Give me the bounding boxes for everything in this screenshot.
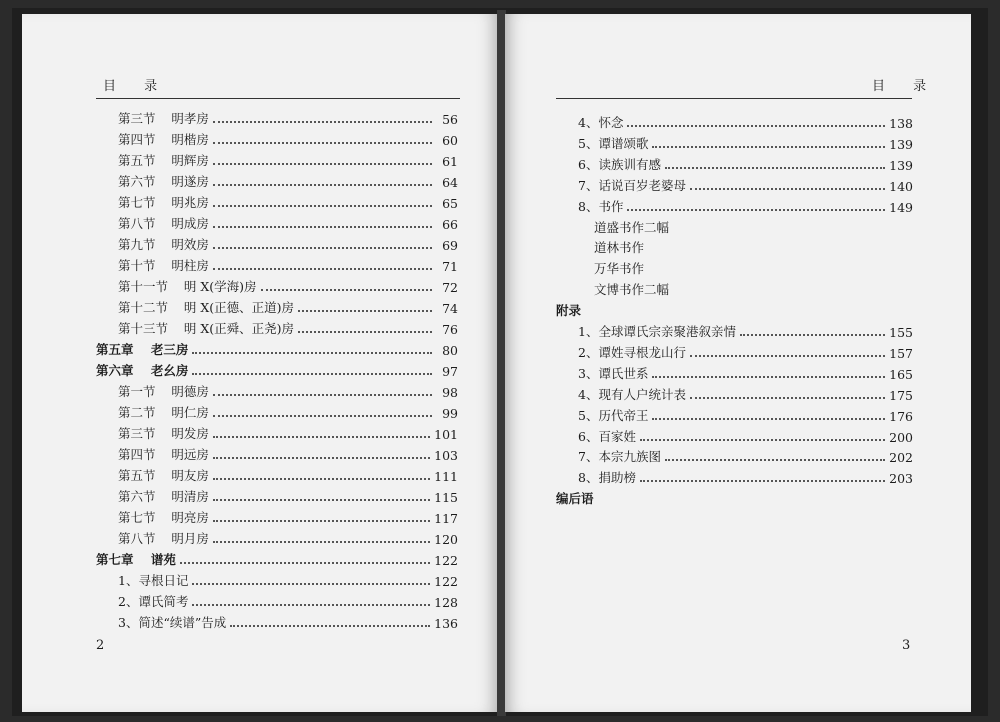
toc-entry bbox=[118, 443, 458, 463]
toc-page-number: 60 bbox=[442, 133, 458, 148]
toc-page-number: 128 bbox=[434, 595, 458, 610]
toc-entry bbox=[578, 445, 913, 465]
toc-page-number: 176 bbox=[889, 408, 913, 424]
toc-page-number: 200 bbox=[889, 429, 913, 445]
toc-entry bbox=[118, 527, 458, 547]
toc-entry-title: 4、怀念 bbox=[578, 115, 624, 130]
toc-entry-title: 3、简述“续谱”告成 bbox=[118, 615, 227, 630]
toc-leader-dots bbox=[213, 394, 432, 396]
toc-page-number: 69 bbox=[442, 238, 458, 253]
toc-leader-dots bbox=[740, 334, 885, 336]
toc-leader-dots bbox=[652, 376, 885, 378]
toc-entry-title: 第七节 明兆房 bbox=[118, 195, 209, 210]
toc-entry-title: 第三节 明孝房 bbox=[118, 111, 209, 126]
toc-leader-dots bbox=[690, 397, 885, 399]
toc-page-number: 74 bbox=[442, 301, 458, 316]
toc-leader-dots bbox=[213, 478, 430, 480]
toc-leader-dots bbox=[640, 480, 885, 482]
toc-leader-dots bbox=[690, 188, 885, 190]
toc-leader-dots bbox=[213, 142, 432, 144]
toc-leader-dots bbox=[213, 541, 430, 543]
toc-leader-dots bbox=[213, 163, 432, 165]
toc-page-number: 139 bbox=[889, 136, 913, 152]
toc-leader-dots bbox=[192, 373, 432, 375]
toc-page-number: 157 bbox=[889, 345, 913, 361]
toc-leader-dots bbox=[213, 415, 432, 417]
toc-leader-dots bbox=[665, 167, 885, 169]
toc-page-number: 76 bbox=[442, 322, 458, 337]
toc-entry-title: 道盛书作二幅 bbox=[594, 219, 670, 235]
toc-entry-title: 5、历代帝王 bbox=[578, 407, 649, 423]
toc-page-number: 203 bbox=[889, 471, 913, 487]
toc-entry-title: 第二节 明仁房 bbox=[118, 405, 209, 420]
toc-entry bbox=[118, 422, 458, 442]
toc-entry bbox=[578, 425, 913, 445]
right-header-rule bbox=[556, 98, 912, 99]
toc-page-number: 165 bbox=[889, 366, 913, 382]
toc-leader-dots bbox=[192, 352, 432, 354]
toc-leader-dots bbox=[213, 520, 430, 522]
toc-page-number: 115 bbox=[434, 490, 458, 505]
toc-leader-dots bbox=[192, 604, 430, 606]
toc-entry-title: 3、谭氏世系 bbox=[578, 365, 649, 381]
toc-entry bbox=[118, 380, 458, 400]
toc-entry-title: 第六节 明清房 bbox=[118, 489, 209, 504]
toc-entry-title: 6、百家姓 bbox=[578, 428, 636, 444]
left-page-number: 2 bbox=[96, 638, 105, 653]
toc-leader-dots bbox=[690, 355, 885, 357]
toc-entry-title: 第八节 明成房 bbox=[118, 216, 209, 231]
toc-leader-dots bbox=[213, 184, 432, 186]
toc-page-number: 64 bbox=[442, 175, 458, 190]
toc-entry-title: 第十三节 明 X(正舜、正尧)房 bbox=[118, 321, 295, 336]
toc-page-number: 71 bbox=[442, 259, 458, 274]
toc-entry-title: 第九节 明效房 bbox=[118, 237, 209, 252]
toc-entry-title: 第五章 老三房 bbox=[96, 342, 189, 357]
toc-leader-dots bbox=[213, 247, 432, 249]
toc-page-number: 80 bbox=[442, 343, 458, 358]
toc-leader-dots bbox=[665, 459, 885, 461]
toc-leader-dots bbox=[627, 125, 885, 127]
toc-page-number: 175 bbox=[889, 387, 913, 403]
toc-entry bbox=[118, 275, 458, 295]
toc-entry-title: 5、谭谱颂歌 bbox=[578, 135, 649, 151]
toc-entry bbox=[578, 404, 913, 424]
toc-entry bbox=[594, 278, 913, 298]
toc-entry-title: 第五节 明辉房 bbox=[118, 153, 209, 168]
toc-leader-dots bbox=[192, 583, 430, 585]
toc-page-number: 99 bbox=[442, 406, 458, 421]
toc-entry bbox=[578, 383, 913, 403]
toc-page-number: 138 bbox=[889, 116, 913, 131]
toc-leader-dots bbox=[213, 121, 432, 123]
toc-entry bbox=[118, 296, 458, 316]
toc-entry-title: 万华书作 bbox=[594, 261, 645, 277]
toc-leader-dots bbox=[298, 331, 432, 333]
toc-entry bbox=[594, 236, 913, 256]
toc-page-number: 111 bbox=[434, 469, 458, 484]
toc-entry-title: 第三节 明发房 bbox=[118, 426, 209, 441]
toc-entry-title: 8、捐助榜 bbox=[578, 470, 636, 486]
toc-chapter-entry bbox=[556, 487, 913, 507]
toc-entry-title: 1、全球谭氏宗亲聚港叙亲情 bbox=[578, 324, 736, 339]
toc-entry bbox=[118, 464, 458, 484]
toc-leader-dots bbox=[627, 209, 885, 211]
toc-chapter-entry bbox=[556, 299, 913, 319]
toc-entry bbox=[578, 111, 913, 131]
toc-entry bbox=[118, 485, 458, 505]
toc-chapter-entry bbox=[96, 338, 458, 358]
toc-leader-dots bbox=[640, 439, 885, 441]
toc-entry bbox=[118, 317, 458, 337]
toc-entry bbox=[578, 132, 913, 152]
toc-entry bbox=[594, 257, 913, 277]
toc-page-number: 139 bbox=[889, 157, 913, 173]
toc-leader-dots bbox=[652, 418, 885, 420]
toc-entry bbox=[118, 170, 458, 190]
toc-leader-dots bbox=[213, 457, 430, 459]
toc-entry bbox=[118, 128, 458, 148]
toc-leader-dots bbox=[213, 268, 432, 270]
toc-page-number: 120 bbox=[434, 532, 458, 547]
toc-page-number: 122 bbox=[434, 574, 458, 589]
toc-entry bbox=[118, 191, 458, 211]
toc-page-number: 56 bbox=[442, 112, 458, 127]
toc-entry-title: 第七节 明亮房 bbox=[118, 510, 209, 525]
toc-entry-title: 2、谭姓寻根龙山行 bbox=[578, 344, 686, 360]
toc-entry bbox=[578, 153, 913, 173]
toc-entry-title: 7、本宗九族图 bbox=[578, 449, 661, 465]
toc-entry bbox=[578, 195, 913, 215]
toc-entry bbox=[118, 611, 458, 631]
toc-leader-dots bbox=[213, 226, 432, 228]
toc-entry-title: 道林书作 bbox=[594, 240, 645, 256]
toc-entry-title: 文博书作二幅 bbox=[594, 282, 670, 298]
toc-entry bbox=[118, 590, 458, 610]
toc-page-number: 101 bbox=[434, 427, 458, 442]
right-page-number: 3 bbox=[902, 638, 911, 653]
left-header-rule bbox=[96, 98, 460, 99]
toc-entry bbox=[578, 341, 913, 361]
toc-leader-dots bbox=[652, 146, 885, 148]
toc-entry-title: 第八节 明月房 bbox=[118, 531, 209, 546]
toc-entry-title: 第四节 明楷房 bbox=[118, 132, 209, 147]
toc-page-number: 72 bbox=[442, 280, 458, 295]
toc-entry bbox=[594, 216, 913, 236]
toc-entry-title: 第五节 明友房 bbox=[118, 468, 209, 483]
toc-entry-title: 第六章 老幺房 bbox=[96, 363, 189, 378]
toc-entry-title: 第十二节 明 X(正德、正道)房 bbox=[118, 300, 295, 315]
toc-leader-dots bbox=[213, 205, 432, 207]
toc-leader-dots bbox=[261, 289, 432, 291]
toc-chapter-entry bbox=[96, 548, 458, 568]
toc-page-number: 122 bbox=[434, 553, 458, 568]
toc-entry-title: 第四节 明远房 bbox=[118, 447, 209, 462]
toc-page-number: 66 bbox=[442, 217, 458, 232]
toc-leader-dots bbox=[298, 310, 432, 312]
toc-entry-title: 4、现有人户统计表 bbox=[578, 386, 686, 402]
left-page-header: 目 录 bbox=[103, 79, 170, 94]
toc-entry-title: 第六节 明遂房 bbox=[118, 174, 209, 189]
toc-page-number: 117 bbox=[434, 511, 458, 526]
toc-page-number: 202 bbox=[889, 450, 913, 466]
toc-page-number: 149 bbox=[889, 199, 913, 215]
toc-entry bbox=[578, 320, 913, 340]
toc-entry-title: 7、话说百岁老婆母 bbox=[578, 177, 686, 193]
toc-leader-dots bbox=[180, 562, 430, 564]
toc-entry bbox=[118, 401, 458, 421]
toc-page-number: 136 bbox=[434, 616, 458, 631]
toc-page-number: 65 bbox=[442, 196, 458, 211]
toc-leader-dots bbox=[230, 625, 430, 627]
toc-leader-dots bbox=[213, 436, 430, 438]
toc-entry bbox=[118, 254, 458, 274]
toc-page-number: 61 bbox=[442, 154, 458, 169]
toc-entry bbox=[578, 466, 913, 486]
toc-page-number: 98 bbox=[442, 385, 458, 400]
toc-entry-title: 第一节 明德房 bbox=[118, 384, 209, 399]
toc-page-number: 97 bbox=[442, 364, 458, 379]
right-page-header: 目 录 bbox=[872, 79, 939, 94]
toc-entry bbox=[578, 174, 913, 194]
toc-entry bbox=[118, 107, 458, 127]
toc-entry-title: 6、读族训有感 bbox=[578, 156, 661, 172]
toc-entry-title: 第十一节 明 X(学海)房 bbox=[118, 279, 257, 294]
toc-entry bbox=[118, 569, 458, 589]
toc-page-number: 155 bbox=[889, 325, 913, 340]
toc-entry-title: 第十节 明柱房 bbox=[118, 258, 209, 273]
toc-entry-title: 1、寻根日记 bbox=[118, 573, 189, 588]
toc-entry-title: 第七章 谱苑 bbox=[96, 552, 176, 567]
toc-entry-title: 编后语 bbox=[556, 491, 594, 507]
toc-page-number: 103 bbox=[434, 448, 458, 463]
toc-entry-title: 2、谭氏简考 bbox=[118, 594, 189, 609]
toc-chapter-entry bbox=[96, 359, 458, 379]
toc-entry bbox=[118, 233, 458, 253]
toc-entry bbox=[118, 506, 458, 526]
toc-entry-title: 附录 bbox=[556, 303, 582, 319]
toc-entry bbox=[118, 212, 458, 232]
toc-page-number: 140 bbox=[889, 178, 913, 194]
toc-leader-dots bbox=[213, 499, 430, 501]
toc-entry bbox=[578, 362, 913, 382]
toc-entry bbox=[118, 149, 458, 169]
toc-entry-title: 8、书作 bbox=[578, 198, 624, 214]
